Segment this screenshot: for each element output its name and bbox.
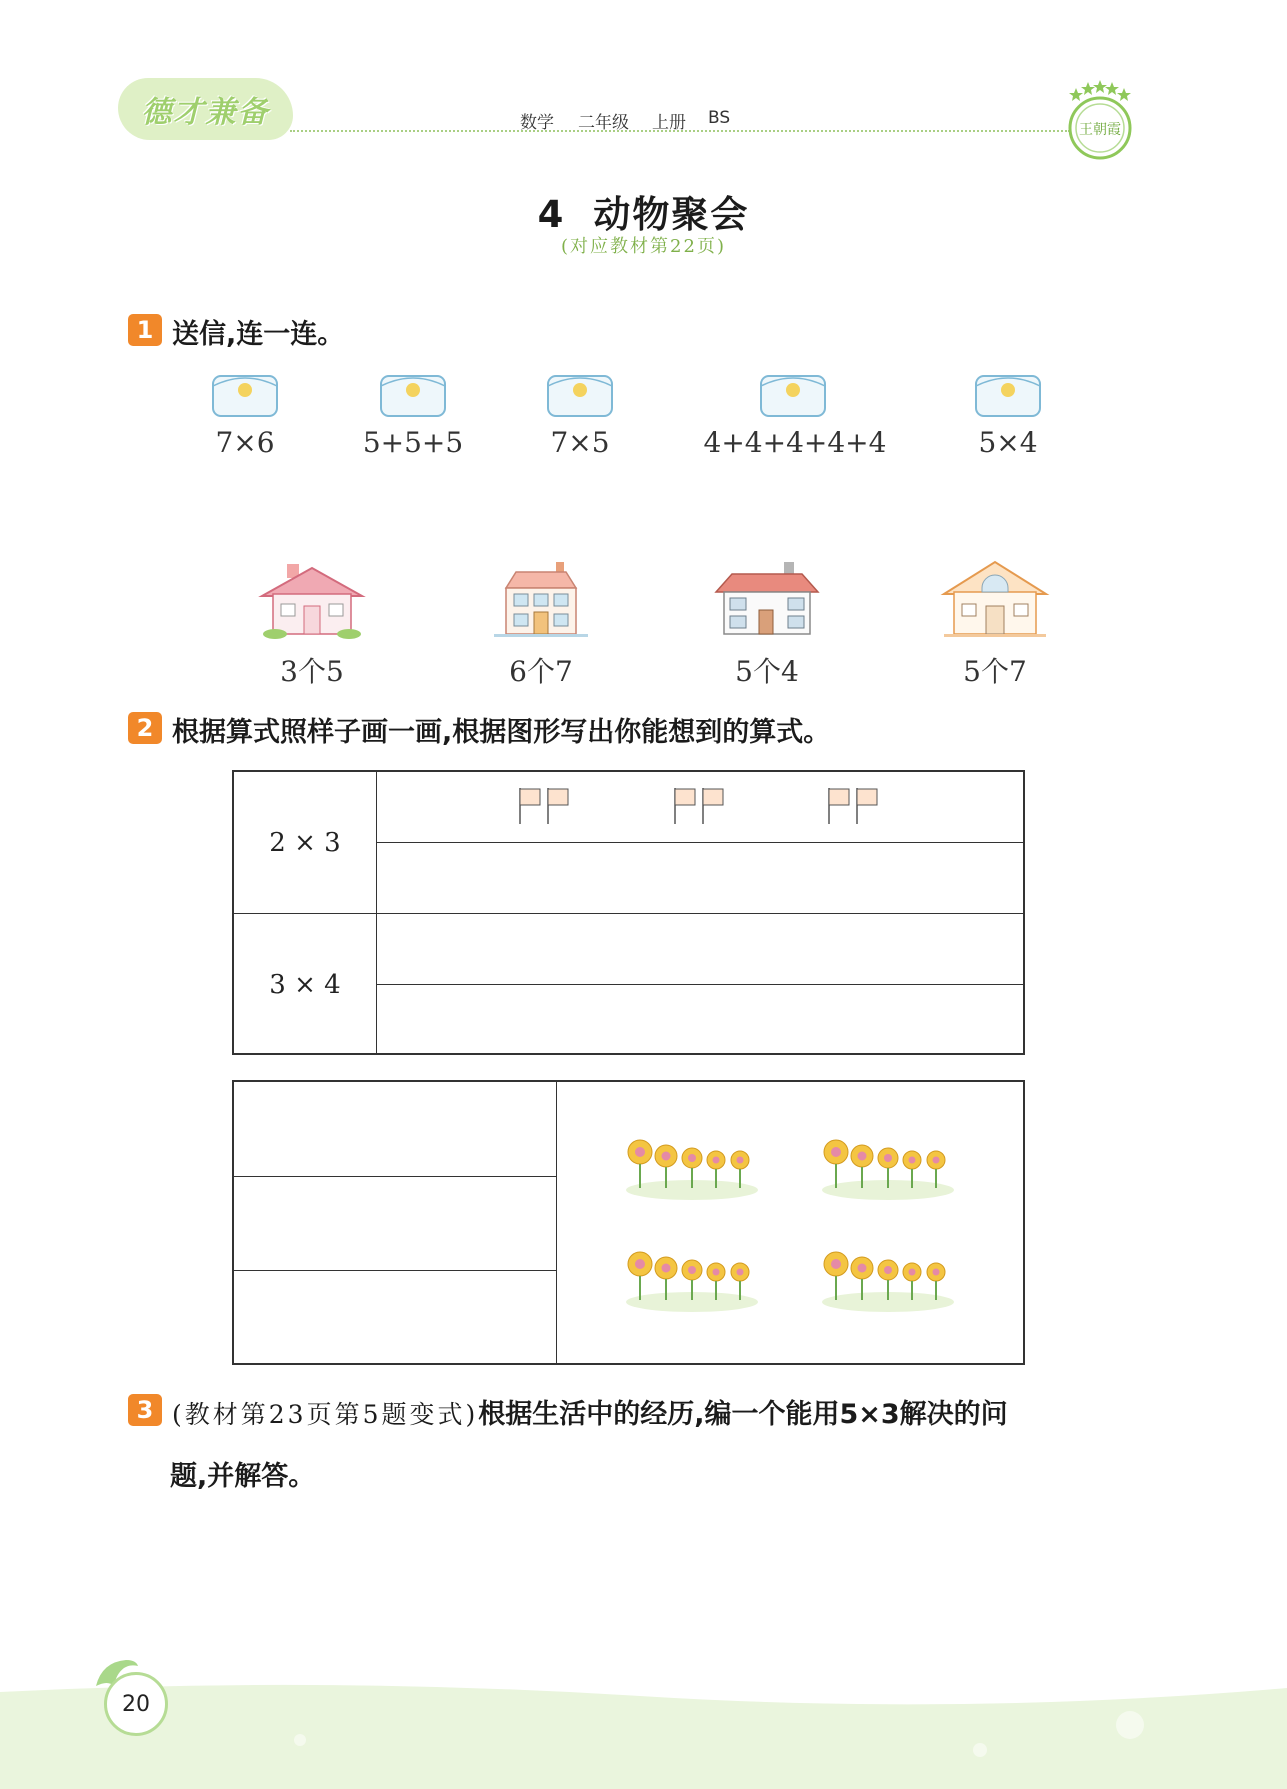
flower-group-icon — [818, 1130, 958, 1202]
page-title — [0, 184, 1287, 238]
header-subject: 数学 — [520, 113, 554, 133]
seal-text: 王朝霞 — [1079, 122, 1121, 138]
envelope-icon — [973, 372, 1043, 420]
seal-icon — [1062, 78, 1138, 162]
draw-area-row3[interactable] — [376, 984, 1025, 1055]
house-icon — [257, 558, 367, 640]
brand-text: 德才兼备 — [141, 95, 270, 130]
title-text: 动物聚会 — [593, 193, 750, 236]
house-icon — [712, 558, 822, 640]
envelope-icon — [758, 372, 828, 420]
house-label: 5个4 — [735, 655, 799, 688]
footer-wave — [0, 1680, 1287, 1789]
q3-text-line2: 题,并解答。 — [170, 1461, 316, 1492]
flower-table — [232, 1080, 1025, 1365]
q1-number-badge: 1 — [128, 314, 162, 346]
q3-text-line1 — [172, 1392, 1008, 1431]
house-icon — [486, 558, 596, 640]
answer-cell-2[interactable] — [234, 1176, 556, 1270]
header-edition: BS — [708, 108, 731, 128]
page-number: 20 — [104, 1672, 168, 1736]
house-label: 5个7 — [963, 655, 1027, 688]
house-icon — [940, 558, 1050, 640]
envelope-expression: 4+4+4+4+4 — [703, 426, 887, 459]
draw-table — [232, 770, 1025, 1055]
flower-group-icon — [622, 1130, 762, 1202]
answer-cell-3[interactable] — [234, 1270, 556, 1365]
brand-logo — [118, 78, 293, 140]
envelope-icon — [378, 372, 448, 420]
envelope-icon — [545, 372, 615, 420]
flower-group-icon — [622, 1242, 762, 1314]
table-expression: 3 × 4 — [269, 970, 341, 1000]
q2-text: 根据算式照样子画一画,根据图形写出你能想到的算式。 — [172, 717, 831, 748]
q3-answer-area[interactable] — [170, 1500, 1130, 1650]
draw-area-row1[interactable] — [376, 842, 1025, 913]
flower-group-icon — [818, 1242, 958, 1314]
house-label: 6个7 — [509, 655, 573, 688]
envelope-expression: 7×6 — [215, 426, 275, 459]
header-volume: 上册 — [652, 113, 686, 133]
q1-text: 送信,连一连。 — [172, 319, 345, 350]
flag-icon — [672, 786, 728, 826]
page-subtitle: (对应教材第22页) — [561, 236, 726, 257]
flag-icon — [826, 786, 882, 826]
envelope-expression: 5×4 — [978, 426, 1038, 459]
flag-icon — [517, 786, 573, 826]
q3-number-badge: 3 — [128, 1394, 162, 1426]
header-grade: 二年级 — [578, 113, 629, 133]
draw-area-row2[interactable] — [376, 913, 1025, 984]
house-label: 3个5 — [280, 655, 344, 688]
envelope-expression: 7×5 — [550, 426, 610, 459]
q3-text: 根据生活中的经历,编一个能用5×3解决的问 — [478, 1399, 1008, 1430]
answer-cell-1[interactable] — [234, 1082, 556, 1176]
table-expression: 2 × 3 — [269, 828, 341, 858]
envelope-icon — [210, 372, 280, 420]
envelope-expression: 5+5+5 — [362, 426, 464, 459]
title-number: 4 — [537, 193, 566, 236]
q3-note: (教材第23页第5题变式) — [172, 1400, 479, 1429]
q2-number-badge: 2 — [128, 712, 162, 744]
